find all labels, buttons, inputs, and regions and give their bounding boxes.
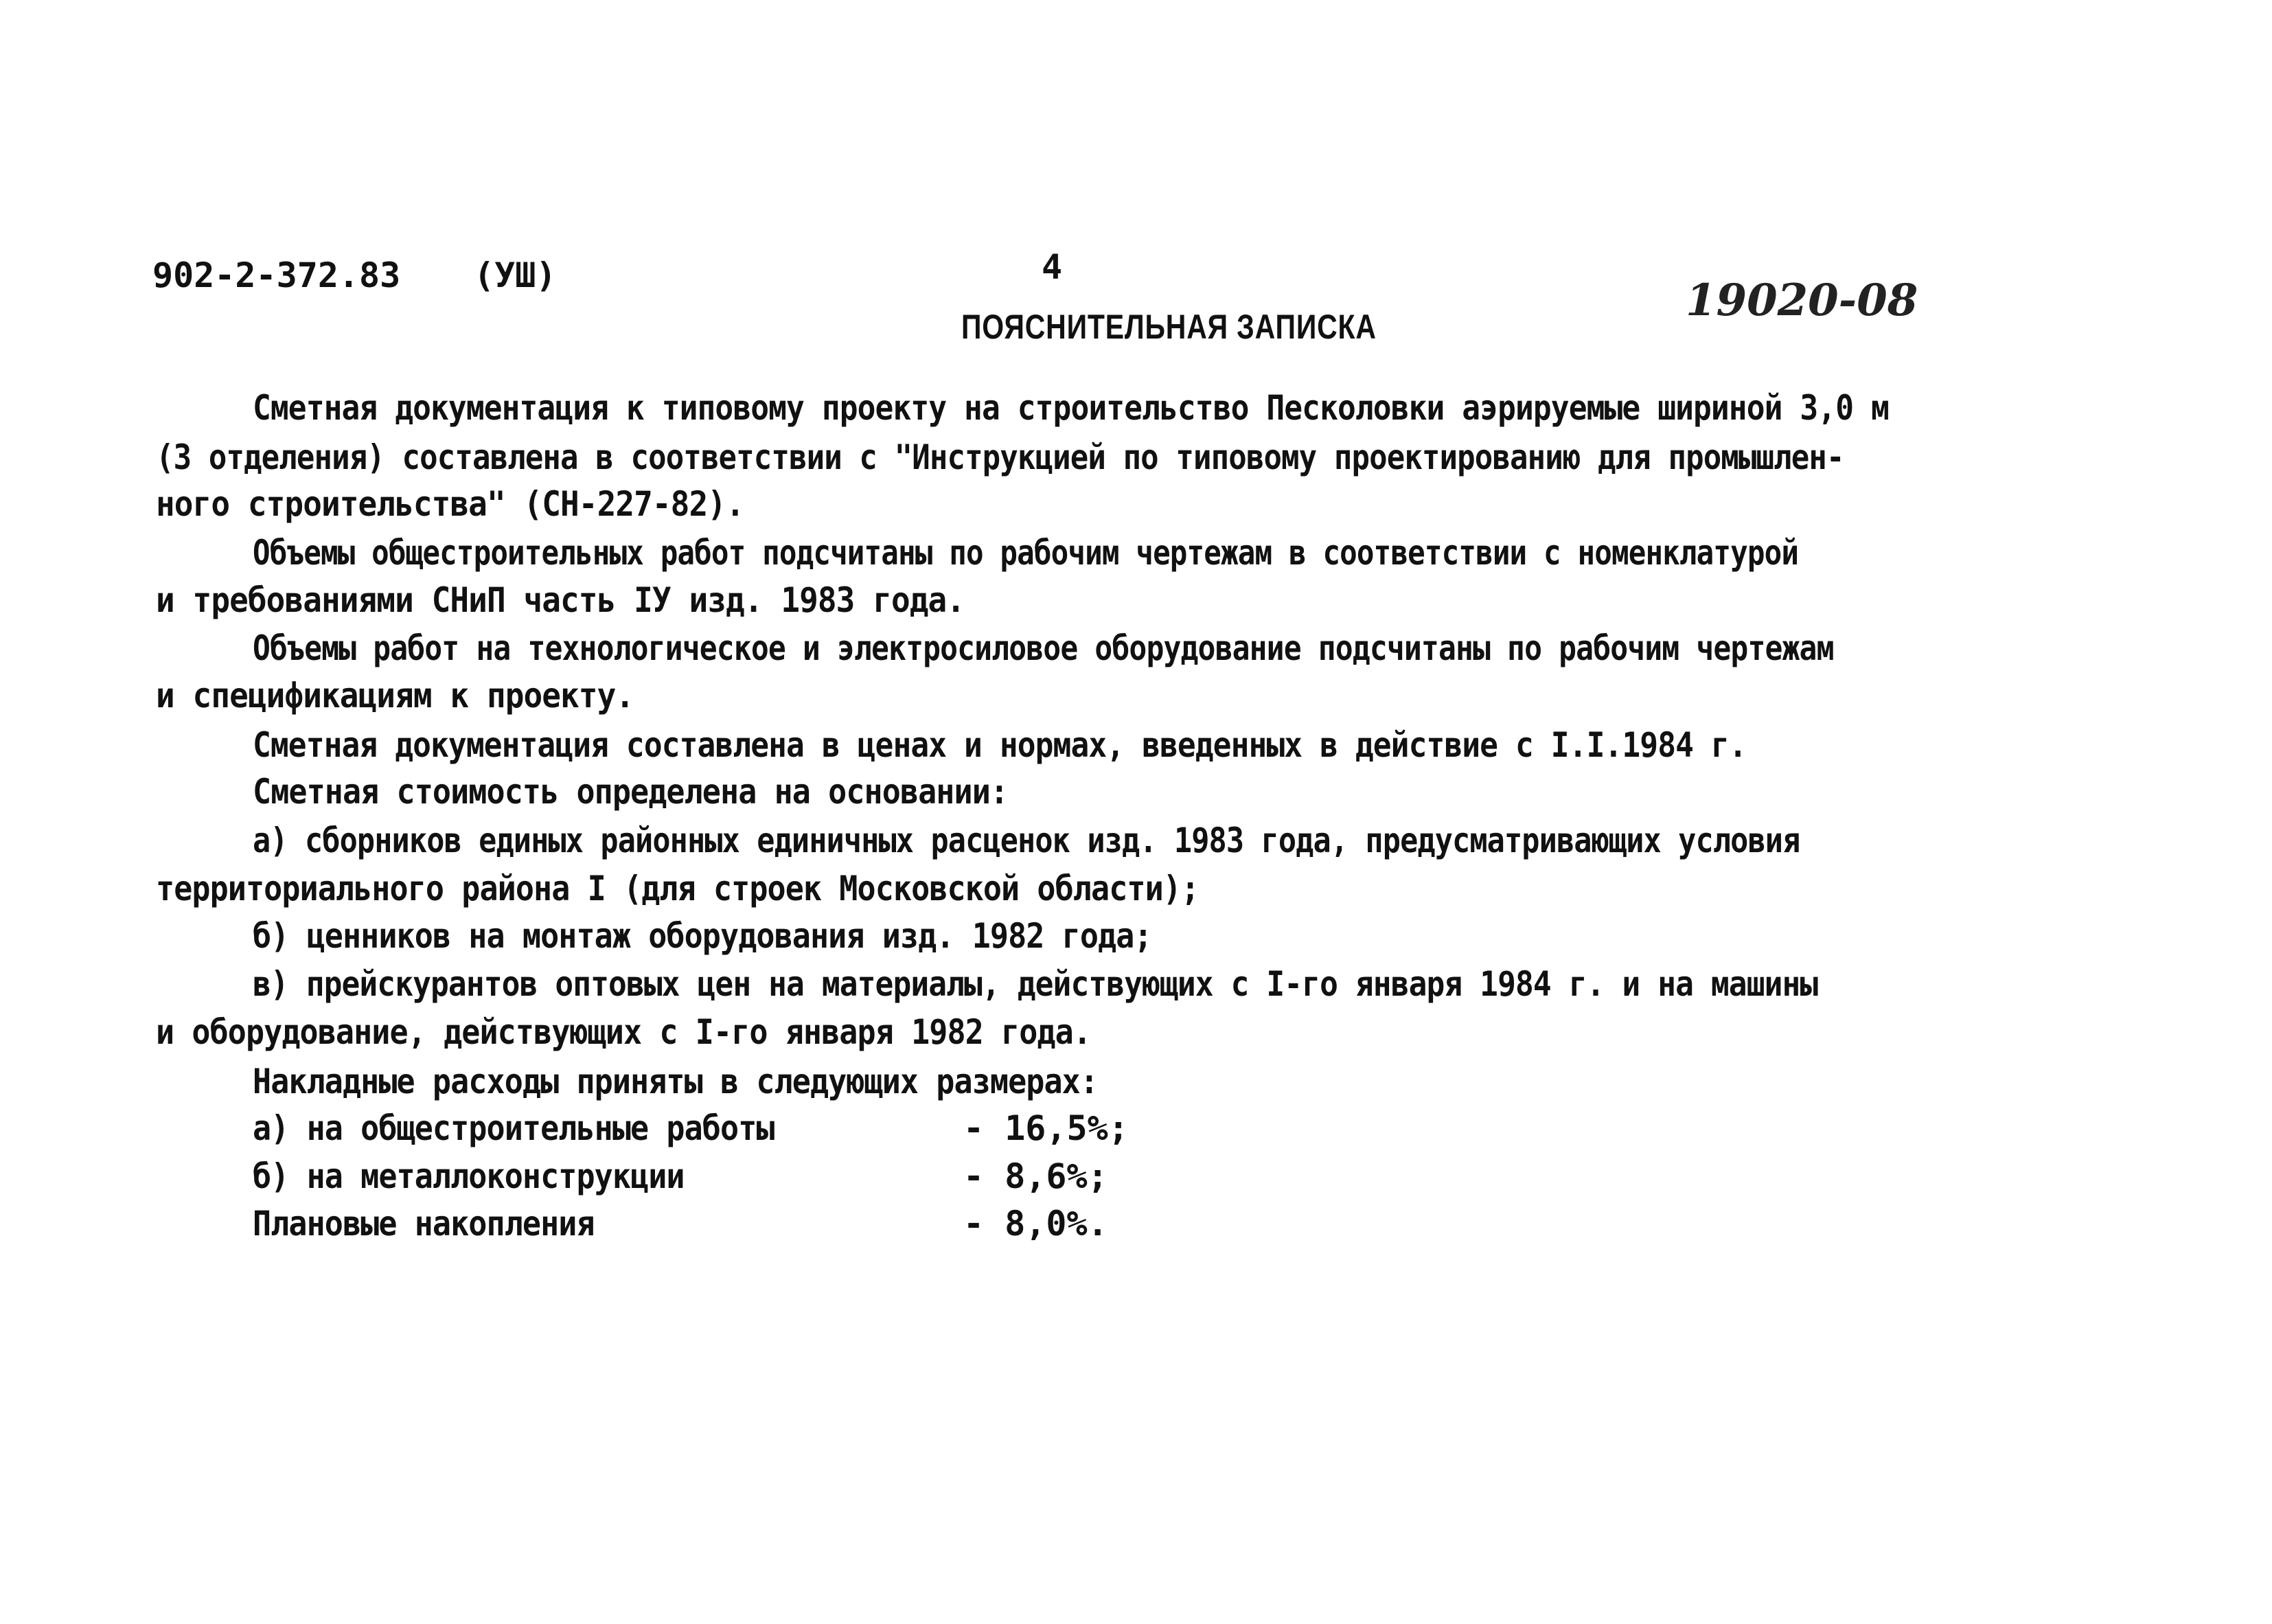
- body-line-14: и оборудование, действующих с I-го января 1982 года.: [156, 1012, 1092, 1052]
- album-number: (УШ): [474, 255, 557, 295]
- body-line-6: Объемы работ на технологическое и электросиловое оборудование подсчитаны по рабочим чертежам: [253, 628, 1834, 668]
- page-number: 4: [1042, 247, 1063, 287]
- rate-label-metal-structures: б) на металлоконструкции: [253, 1156, 685, 1196]
- body-line-4: Объемы общестроительных работ подсчитаны по рабочим чертежам в соответствии с номенклатурой: [253, 533, 1799, 573]
- body-line-11: территориального района I (для строек Московской области);: [156, 869, 1200, 908]
- body-line-3: ного строительства" (СН-227-82).: [156, 484, 744, 524]
- body-line-2: (3 отделения) составлена в соответствии с "Инструкцией по типовому проектированию для промышлен-: [156, 437, 1844, 477]
- rate-value-planned-savings: - 8,0%.: [963, 1204, 1108, 1244]
- rate-label-general-construction: а) на общестроительные работы: [253, 1108, 774, 1148]
- rate-value-metal-structures: - 8,6%;: [963, 1156, 1108, 1196]
- body-line-9: Сметная стоимость определена на основании:: [253, 772, 1009, 812]
- body-line-13: в) прейскурантов оптовых цен на материалы, действующих с I-го января 1984 г. и на машины: [253, 964, 1818, 1004]
- body-line-1: Сметная документация к типовому проекту на строительство Песколовки аэрируемые шириной 3,0 м: [253, 388, 1889, 428]
- body-line-5: и требованиями СНиП часть IУ изд. 1983 года.: [156, 580, 965, 620]
- rate-value-general-construction: - 16,5%;: [963, 1108, 1129, 1148]
- body-line-8: Сметная документация составлена в ценах и нормах, введенных в действие с I.I.1984 г.: [253, 725, 1747, 765]
- handwritten-reference: 19020-08: [1686, 275, 1918, 326]
- document-code: 902-2-372.83: [152, 255, 401, 295]
- rate-label-planned-savings: Плановые накопления: [253, 1204, 595, 1244]
- page-title: ПОЯСНИТЕЛЬНАЯ ЗАПИСКА: [961, 308, 1377, 346]
- body-line-10: а) сборников единых районных единичных расценок изд. 1983 года, предусматривающих условия: [253, 821, 1800, 860]
- body-line-15: Накладные расходы приняты в следующих размерах:: [253, 1062, 1099, 1101]
- body-line-7: и спецификациям к проекту.: [156, 676, 634, 716]
- body-line-12: б) ценников на монтаж оборудования изд. 1982 года;: [253, 916, 1152, 956]
